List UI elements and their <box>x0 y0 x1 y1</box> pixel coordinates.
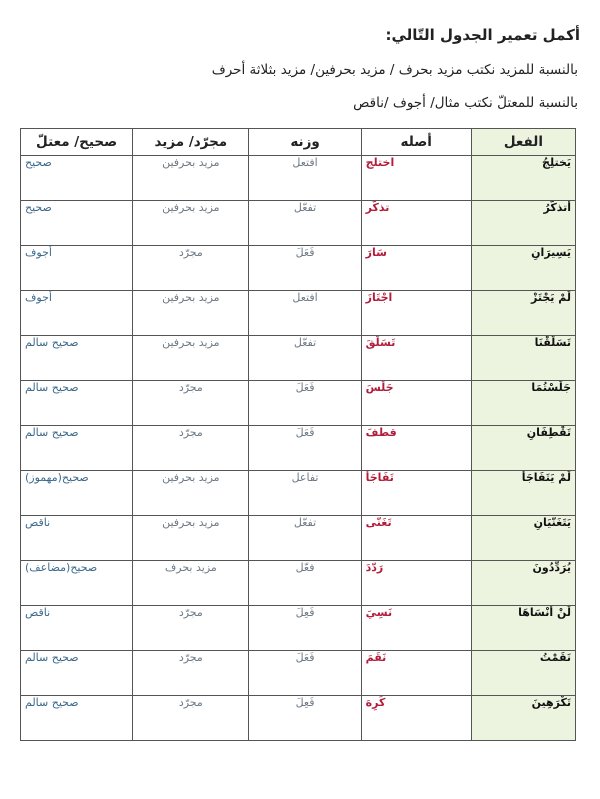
sahih-cell: صحيح سالم <box>21 426 133 471</box>
type-cell: مزيد بحرفين <box>133 336 249 381</box>
verb-cell: أتذكّرُ <box>471 201 575 246</box>
verb-cell: يَتَغَنّيَانِ <box>471 516 575 561</box>
wazn-cell: تفاعل <box>249 471 361 516</box>
type-cell: مزيد بحرفين <box>133 516 249 561</box>
sahih-cell: ناقص <box>21 606 133 651</box>
sahih-cell: أجوف <box>21 291 133 336</box>
type-cell: مجرّد <box>133 426 249 471</box>
sahih-cell: صحيح <box>21 156 133 201</box>
table-row <box>21 336 576 381</box>
origin-cell: رَدّدَ <box>361 561 471 606</box>
origin-cell: تَغَنّى <box>361 516 471 561</box>
wazn-cell: افتعل <box>249 291 361 336</box>
type-cell: مجرّد <box>133 606 249 651</box>
page-title: أكمل تعمير الجدول التّالي: <box>385 26 580 44</box>
origin-cell: جَلَسَ <box>361 381 471 426</box>
header-wazn: وزنه <box>249 129 361 156</box>
sahih-cell: صحيح(مهموز) <box>21 471 133 516</box>
header-origin: أصله <box>361 129 471 156</box>
table-header-row <box>21 129 576 156</box>
sahih-cell: صحيح سالم <box>21 651 133 696</box>
table-row <box>21 246 576 291</box>
origin-cell: سَارَ <box>361 246 471 291</box>
table-row <box>21 561 576 606</box>
table-row <box>21 426 576 471</box>
verb-cell: تَسَلّقْنَا <box>471 336 575 381</box>
origin-cell: نَسِيَ <box>361 606 471 651</box>
table-row <box>21 696 576 741</box>
origin-cell: كَرِهَ <box>361 696 471 741</box>
sahih-cell: صحيح سالم <box>21 381 133 426</box>
table-row <box>21 201 576 246</box>
verb-cell: لَمْ يَتَفَاجَأْ <box>471 471 575 516</box>
sahih-cell: أجوف <box>21 246 133 291</box>
type-cell: مزيد بحرفين <box>133 291 249 336</box>
type-cell: مزيد بحرفين <box>133 156 249 201</box>
type-cell: مزيد بحرفين <box>133 201 249 246</box>
wazn-cell: فَعَلَ <box>249 651 361 696</box>
wazn-cell: تفعّل <box>249 336 361 381</box>
verbs-table <box>20 128 576 741</box>
type-cell: مجرّد <box>133 696 249 741</box>
wazn-cell: فَعِلَ <box>249 696 361 741</box>
origin-cell: اختلج <box>361 156 471 201</box>
table-row <box>21 291 576 336</box>
verb-cell: لَنْ أنْسَاهَا <box>471 606 575 651</box>
instruction-line: بالنسبة للمزيد نكتب مزيد بحرف / مزيد بحرفين/ مزيد بثلاثة أحرف <box>211 62 578 78</box>
table-row <box>21 381 576 426</box>
wazn-cell: فَعَلَ <box>249 381 361 426</box>
verb-cell: يُرَدِّدُونَ <box>471 561 575 606</box>
verb-cell: تَكْرَهِينَ <box>471 696 575 741</box>
sahih-cell: صحيح سالم <box>21 696 133 741</box>
table-row <box>21 516 576 561</box>
instruction-line: بالنسبة للمعتلّ نكتب مثال/ أجوف /ناقص <box>353 95 578 111</box>
wazn-cell: فَعِلَ <box>249 606 361 651</box>
type-cell: مجرّد <box>133 246 249 291</box>
table-row <box>21 606 576 651</box>
verb-cell: يَختلِجُ <box>471 156 575 201</box>
sahih-cell: صحيح سالم <box>21 336 133 381</box>
origin-cell: نَقَمَ <box>361 651 471 696</box>
header-sahih: صحيح/ معتلّ <box>21 129 133 156</box>
table-row <box>21 471 576 516</box>
wazn-cell: فعّل <box>249 561 361 606</box>
sahih-cell: صحيح(مضاعف) <box>21 561 133 606</box>
verb-cell: تَقْطِفَانِ <box>471 426 575 471</box>
sahih-cell: ناقص <box>21 516 133 561</box>
origin-cell: اجْتَازَ <box>361 291 471 336</box>
wazn-cell: فَعَلَ <box>249 246 361 291</box>
wazn-cell: افتعل <box>249 156 361 201</box>
header-mujarrad: مجرّد/ مزيد <box>133 129 249 156</box>
origin-cell: قطفَ <box>361 426 471 471</box>
origin-cell: تَفَاجَأَ <box>361 471 471 516</box>
origin-cell: تذكّر <box>361 201 471 246</box>
verb-cell: يَسِيرَانِ <box>471 246 575 291</box>
type-cell: مجرّد <box>133 381 249 426</box>
table-row <box>21 156 576 201</box>
type-cell: مزيد بحرفين <box>133 471 249 516</box>
verb-cell: جَلَسْتُمَا <box>471 381 575 426</box>
type-cell: مجرّد <box>133 651 249 696</box>
wazn-cell: تفعّل <box>249 201 361 246</box>
table-row <box>21 651 576 696</box>
type-cell: مزيد بحرف <box>133 561 249 606</box>
verb-cell: لَمْ يَجْتَزْ <box>471 291 575 336</box>
sahih-cell: صحيح <box>21 201 133 246</box>
wazn-cell: فَعَلَ <box>249 426 361 471</box>
header-verb: الفعل <box>471 129 575 156</box>
origin-cell: تَسَلّقَ <box>361 336 471 381</box>
wazn-cell: تفعّل <box>249 516 361 561</box>
verb-cell: نَقَمْتُ <box>471 651 575 696</box>
